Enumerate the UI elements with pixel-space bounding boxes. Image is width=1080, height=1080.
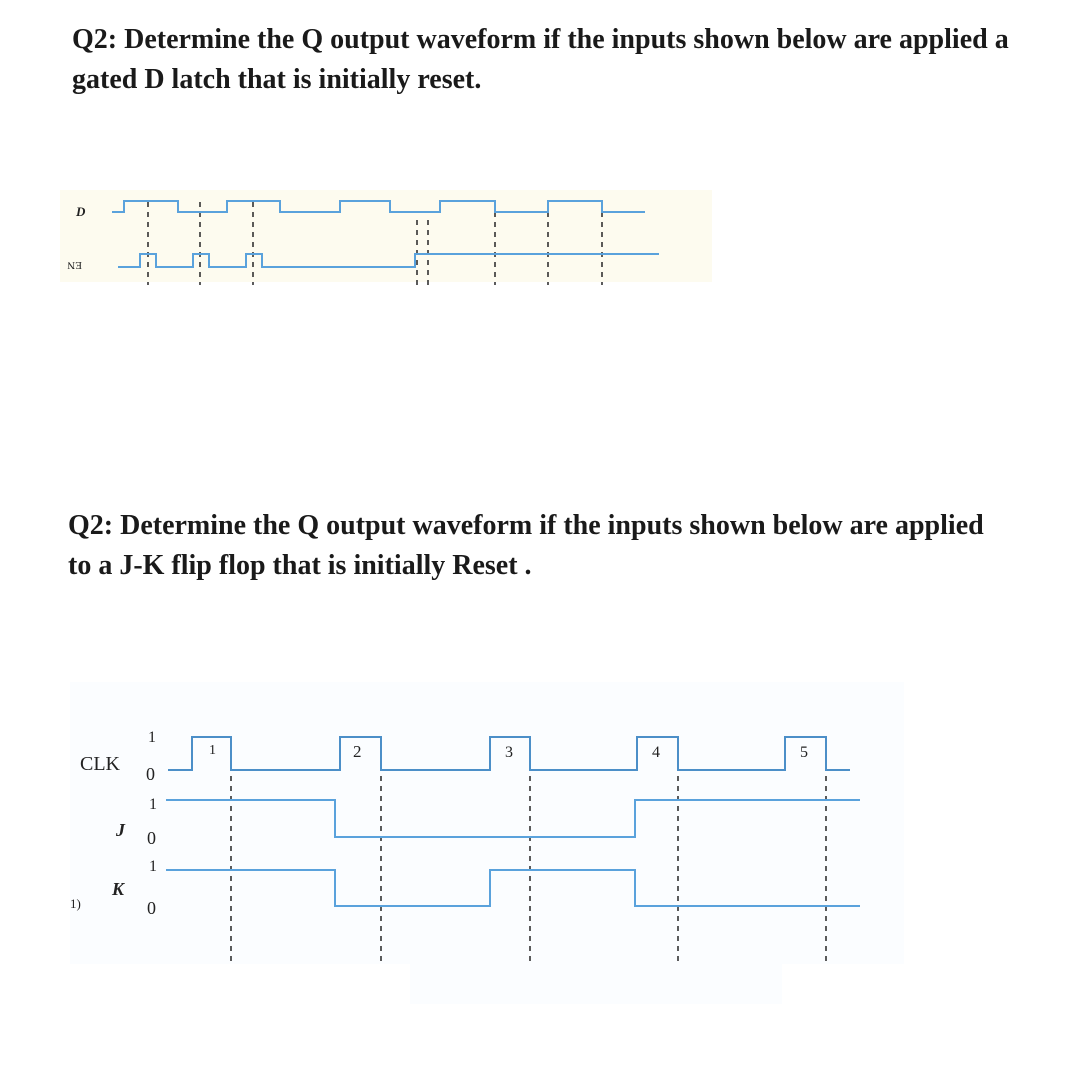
- en-waveform: [118, 254, 659, 267]
- d-waveform: [112, 201, 645, 212]
- d-signal-label: D: [76, 204, 86, 219]
- j-low-level: 0: [147, 828, 156, 848]
- pulse-number-2: 2: [353, 742, 362, 761]
- clk-high-level: 1: [148, 729, 156, 746]
- question-2-text: [68, 506, 1068, 586]
- pulse-number-5: 5: [800, 744, 808, 761]
- question-2-line-2: to a J-K flip flop that is initially Reset .: [68, 550, 532, 581]
- k-low-level: 0: [147, 898, 156, 918]
- j-waveform: [166, 800, 860, 837]
- k-waveform: [166, 870, 860, 906]
- pulse-number-4: 4: [652, 744, 660, 761]
- question-1-line-2: gated D latch that is initially reset.: [72, 64, 482, 95]
- k-label: K: [112, 879, 125, 899]
- diagram-background-strip: [410, 964, 782, 1004]
- d-latch-timing-diagram: [60, 190, 712, 282]
- question-1-text: [72, 20, 1072, 100]
- j-high-level: 1: [149, 796, 157, 813]
- d-latch-waveforms: [60, 190, 712, 282]
- en-signal-label: EN: [67, 259, 82, 271]
- k-high-level: 1: [149, 858, 157, 875]
- question-2-line-1: Q2: Determine the Q output waveform if the inputs shown below are applied: [68, 510, 984, 541]
- corner-label: 1): [70, 896, 81, 911]
- j-label: J: [116, 820, 125, 840]
- question-1-line-1: Q2: Determine the Q output waveform if the inputs shown below are applied a: [72, 24, 1009, 55]
- clk-label: CLK: [80, 753, 120, 775]
- jk-waveforms: [70, 682, 904, 964]
- pulse-number-1: 1: [209, 743, 216, 758]
- clk-low-level: 0: [146, 764, 155, 784]
- pulse-number-3: 3: [505, 744, 513, 761]
- jk-flip-flop-timing-diagram: [70, 682, 904, 964]
